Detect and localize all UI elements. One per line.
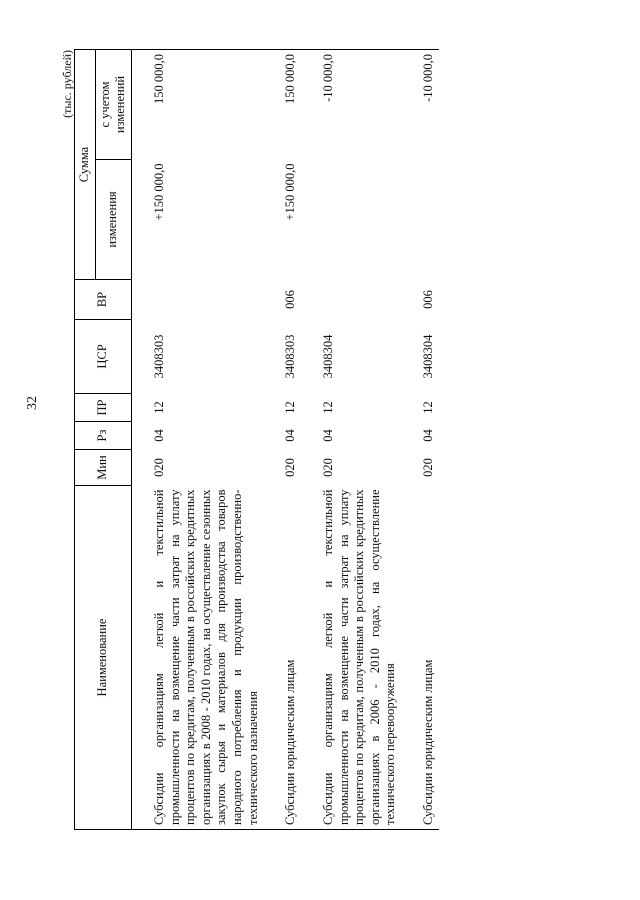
- table-row: [319, 50, 401, 830]
- row-csr: 3408303: [283, 334, 298, 379]
- row-change: +150 000,0: [283, 163, 298, 221]
- budget-table: [74, 49, 439, 830]
- row-min: 020: [320, 458, 335, 477]
- spacer-row: [131, 50, 150, 830]
- row-csr: 3408303: [151, 334, 166, 379]
- row-pr: 12: [151, 401, 166, 414]
- row-name: Субсидии юридическим лицам: [419, 486, 439, 830]
- row-total: -10 000,0: [319, 50, 401, 160]
- unit-note: (тыс. рублей): [60, 50, 74, 118]
- header-changes: изменения: [95, 160, 131, 280]
- row-name: Субсидии организациям легкой и текстильной промышленности на возмещение части затрат на уплату процентов по кредитам, полученным в российских кредитных организациях в 2006 - 2010 годах, на осуществление технического перевооружения: [319, 486, 401, 830]
- row-vr: [150, 280, 263, 320]
- spacer-row: [401, 50, 419, 830]
- page-number: 32: [25, 396, 40, 410]
- row-min: 020: [151, 458, 166, 477]
- table-row: [150, 50, 263, 830]
- table-header: [75, 50, 132, 830]
- row-name: Субсидии юридическим лицам: [281, 486, 301, 830]
- header-with-changes: с учетом изменений: [95, 50, 131, 160]
- header-min: Мин: [75, 450, 132, 486]
- row-rz: 04: [421, 429, 435, 442]
- header-csr: ЦСР: [75, 320, 132, 394]
- table-row: [419, 50, 439, 830]
- header-name: Наименование: [75, 486, 132, 830]
- row-vr: 006: [283, 290, 298, 309]
- row-csr: 3408304: [320, 334, 335, 379]
- row-rz: 04: [320, 429, 335, 442]
- row-change: [319, 160, 401, 280]
- row-pr: 12: [320, 401, 335, 414]
- row-min: 020: [283, 458, 298, 477]
- header-vr: ВР: [75, 280, 132, 320]
- rotated-page-content: [60, 50, 540, 830]
- row-vr: 006: [421, 290, 435, 309]
- row-change: +150 000,0: [151, 163, 166, 221]
- spacer-row: [301, 50, 319, 830]
- row-rz: 04: [151, 429, 166, 442]
- row-name: Субсидии организациям легкой и текстильной промышленности на возмещение части затрат на уплату процентов по кредитам, полученным в российских кредитных организациях в 2008 - 2010 годах, на осуществление сезонных закупок сырья и материалов для производства товаров народного потребления и продукции производственно-технического назначения: [150, 486, 263, 830]
- table-body: [131, 50, 438, 830]
- row-min: 020: [421, 458, 435, 477]
- row-vr: [319, 280, 401, 320]
- row-total: 150 000,0: [150, 50, 263, 160]
- header-rz: Рз: [75, 422, 132, 450]
- spacer-row: [263, 50, 281, 830]
- row-total: 150 000,0: [281, 50, 301, 160]
- row-rz: 04: [283, 429, 298, 442]
- header-pr: ПР: [75, 394, 132, 422]
- row-total: -10 000,0: [419, 50, 439, 160]
- row-pr: 12: [283, 401, 298, 414]
- header-sum: Сумма: [75, 50, 96, 280]
- row-pr: 12: [421, 401, 435, 414]
- row-csr: 3408304: [421, 334, 435, 379]
- row-change: [419, 160, 439, 280]
- table-row: [281, 50, 301, 830]
